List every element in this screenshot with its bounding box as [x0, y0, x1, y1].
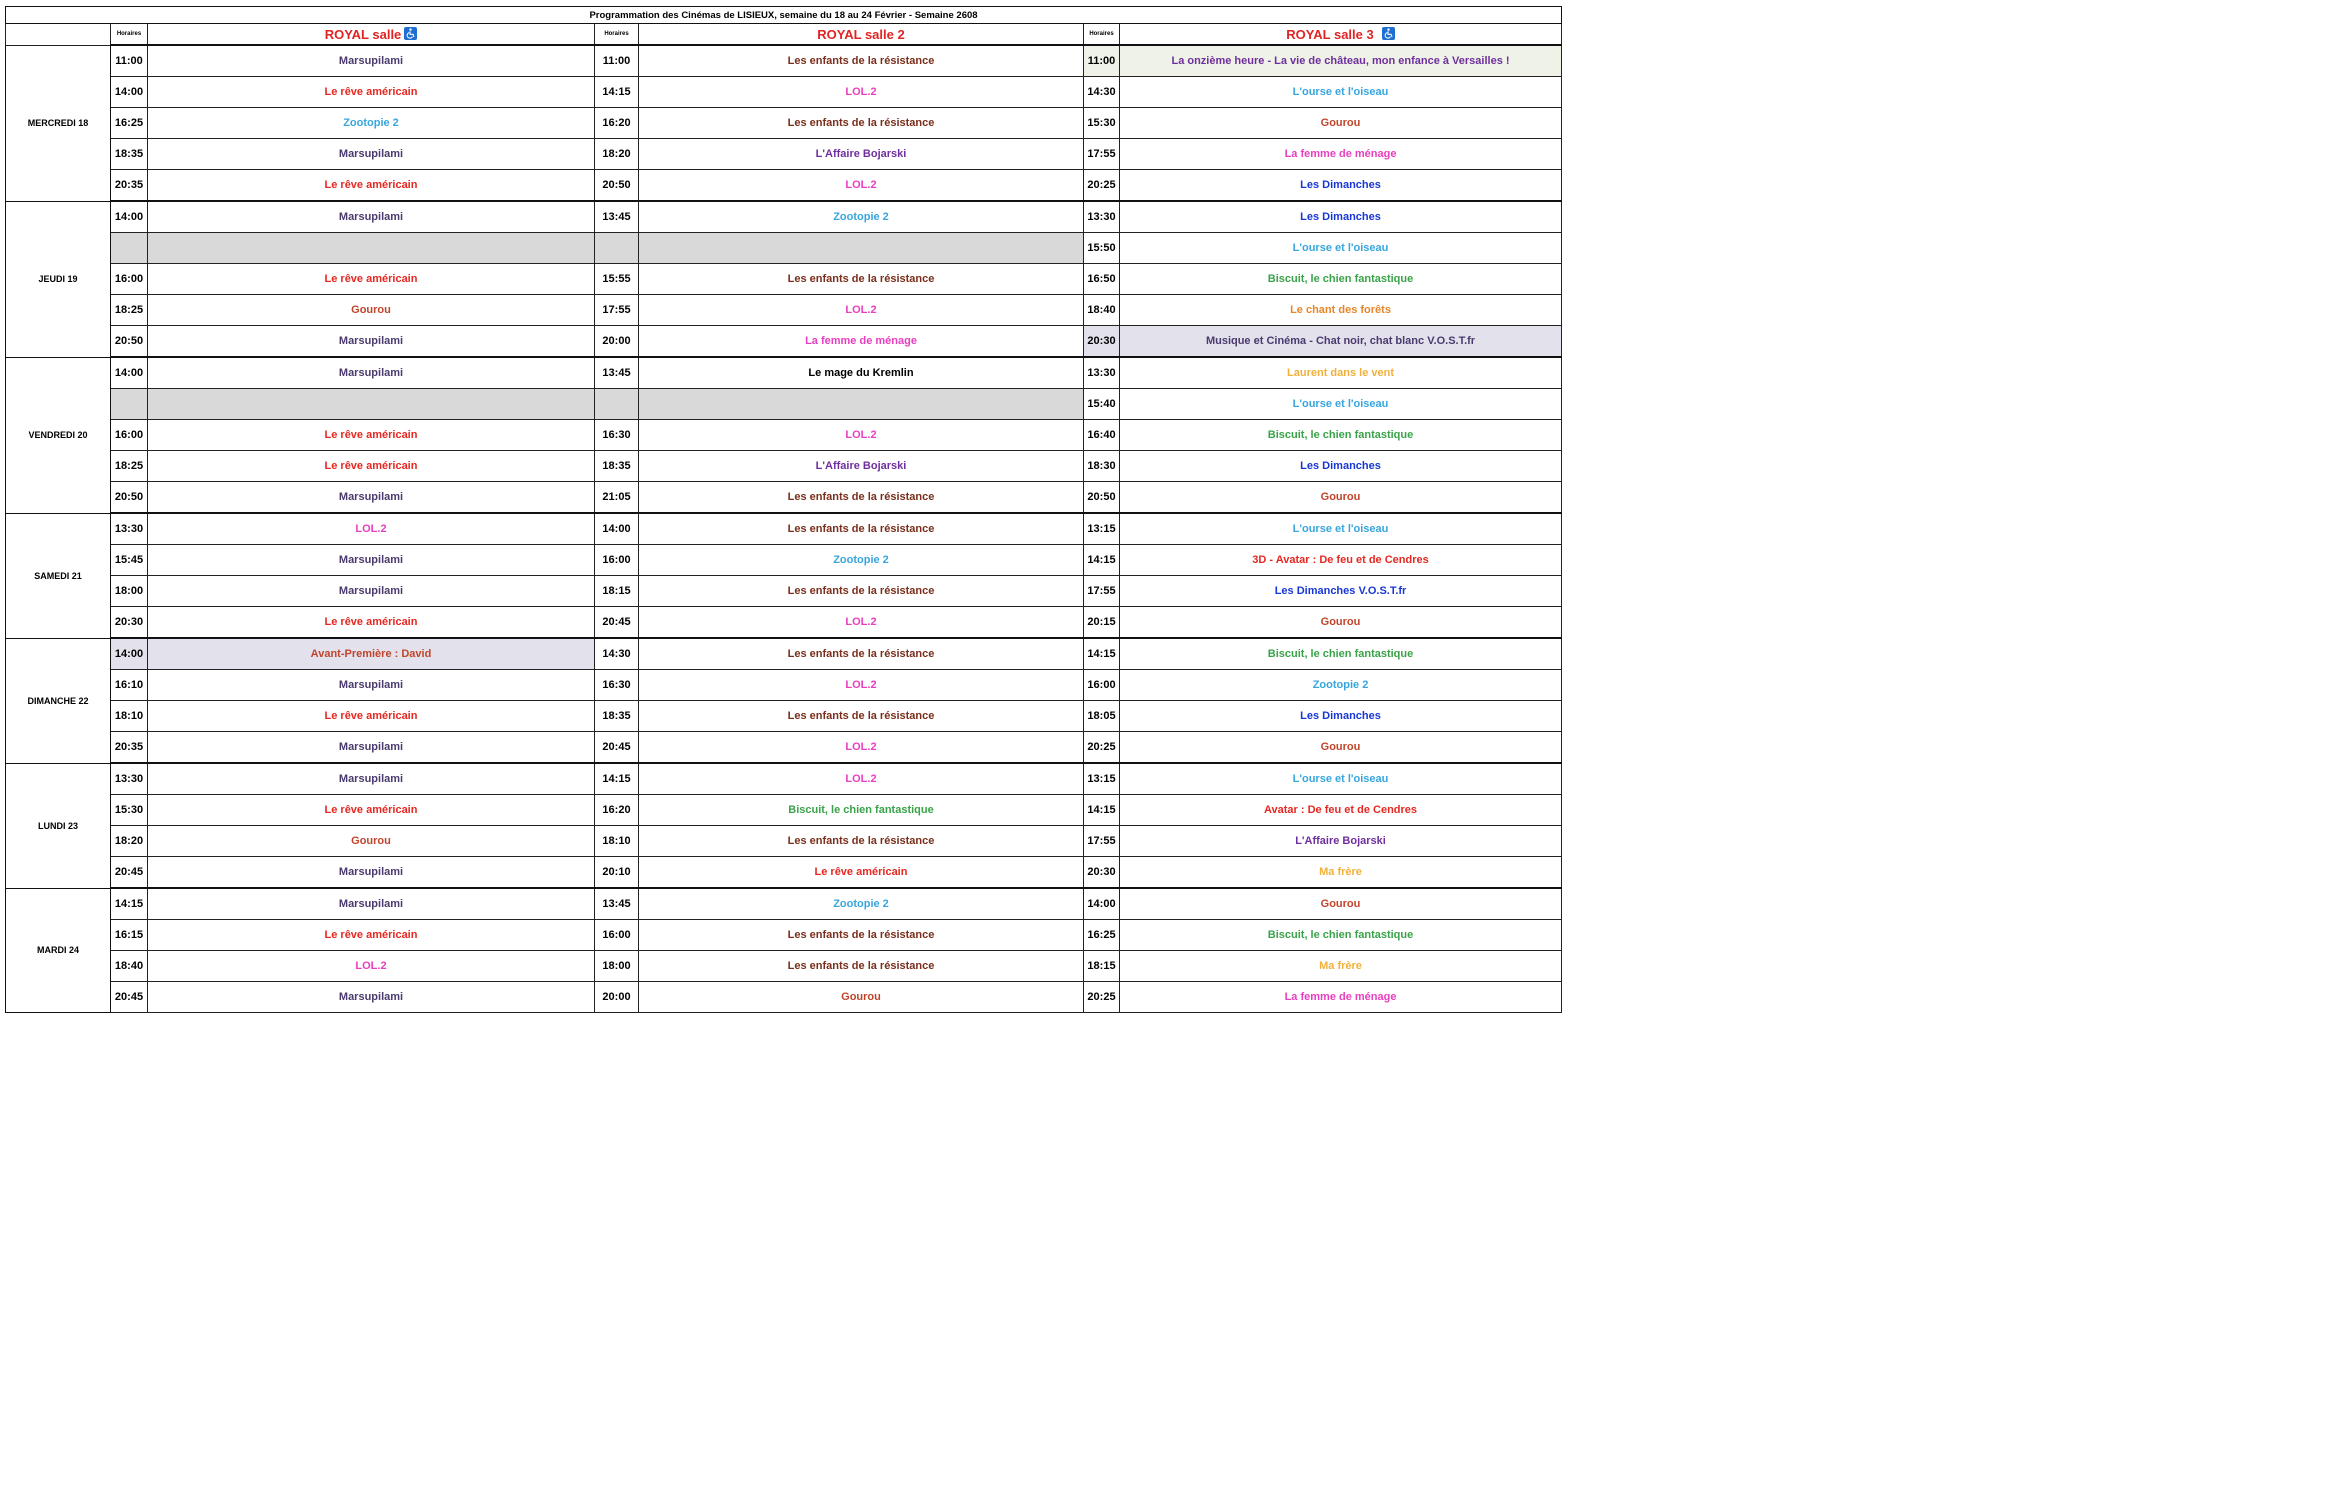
movie-title: Les enfants de la résistance: [639, 920, 1084, 951]
movie-title: Les Dimanches: [1120, 170, 1562, 202]
showtime: 20:00: [595, 982, 639, 1013]
showtime: 20:25: [1084, 982, 1120, 1013]
movie-title: [148, 389, 595, 420]
showtime: 14:30: [595, 638, 639, 670]
page-title: Programmation des Cinémas de LISIEUX, semaine du 18 au 24 Février - Semaine 2608: [6, 7, 1562, 24]
showtime: 16:40: [1084, 420, 1120, 451]
movie-title: Marsupilami: [148, 45, 595, 77]
movie-title: L'ourse et l'oiseau: [1120, 513, 1562, 545]
movie-title: Gourou: [1120, 888, 1562, 920]
showtime: 15:30: [111, 795, 148, 826]
movie-title: Zootopie 2: [639, 201, 1084, 233]
showtime: 14:15: [111, 888, 148, 920]
showtime: 13:30: [1084, 357, 1120, 389]
showtime: 20:25: [1084, 732, 1120, 764]
showtime: 20:45: [111, 982, 148, 1013]
movie-title: Les enfants de la résistance: [639, 826, 1084, 857]
movie-title: LOL.2: [639, 763, 1084, 795]
schedule-row: [6, 576, 1562, 607]
showtime: 16:25: [1084, 920, 1120, 951]
showtime: 14:15: [595, 77, 639, 108]
showtime: 20:30: [111, 607, 148, 639]
movie-title: L'ourse et l'oiseau: [1120, 233, 1562, 264]
showtime: [595, 233, 639, 264]
schedule-row: [6, 513, 1562, 545]
schedule-row: [6, 920, 1562, 951]
showtime: 13:15: [1084, 513, 1120, 545]
showtime: 18:30: [1084, 451, 1120, 482]
showtime: 15:50: [1084, 233, 1120, 264]
movie-title: LOL.2: [148, 951, 595, 982]
movie-title: Zootopie 2: [639, 545, 1084, 576]
showtime: 18:15: [1084, 951, 1120, 982]
showtime: 18:20: [111, 826, 148, 857]
showtime: 16:50: [1084, 264, 1120, 295]
movie-title: L'Affaire Bojarski: [639, 139, 1084, 170]
showtime: 13:45: [595, 357, 639, 389]
showtime: 17:55: [1084, 576, 1120, 607]
showtime: 14:00: [111, 201, 148, 233]
showtime: 14:15: [1084, 795, 1120, 826]
wheelchair-icon: [404, 27, 417, 40]
showtime: [111, 389, 148, 420]
showtime: 18:40: [1084, 295, 1120, 326]
showtime: 14:00: [111, 638, 148, 670]
room-1-header: [148, 24, 595, 46]
movie-title: Le mage du Kremlin: [639, 357, 1084, 389]
day-label: VENDREDI 20: [6, 357, 111, 513]
showtime: 14:15: [595, 763, 639, 795]
movie-title: Biscuit, le chien fantastique: [1120, 638, 1562, 670]
day-label: SAMEDI 21: [6, 513, 111, 638]
showtime: 20:50: [1084, 482, 1120, 514]
showtime: 16:00: [595, 545, 639, 576]
movie-title: Marsupilami: [148, 857, 595, 889]
movie-title: Gourou: [1120, 108, 1562, 139]
showtime: 15:55: [595, 264, 639, 295]
movie-title: Les enfants de la résistance: [639, 264, 1084, 295]
showtime: 14:00: [111, 77, 148, 108]
showtime: 17:55: [1084, 826, 1120, 857]
room-3-header: [1120, 24, 1562, 46]
movie-title: Les enfants de la résistance: [639, 482, 1084, 514]
movie-title: Marsupilami: [148, 982, 595, 1013]
schedule-row: [6, 732, 1562, 764]
showtime: 18:00: [111, 576, 148, 607]
schedule-row: [6, 201, 1562, 233]
movie-title: Le rêve américain: [148, 607, 595, 639]
showtime: 18:10: [111, 701, 148, 732]
showtime: 20:10: [595, 857, 639, 889]
movie-title: Marsupilami: [148, 576, 595, 607]
movie-title: Marsupilami: [148, 139, 595, 170]
movie-title: Marsupilami: [148, 545, 595, 576]
showtime: 20:45: [595, 732, 639, 764]
day-label: JEUDI 19: [6, 201, 111, 357]
movie-title: Avatar : De feu et de Cendres: [1120, 795, 1562, 826]
movie-title: Les Dimanches: [1120, 701, 1562, 732]
showtime: 20:00: [595, 326, 639, 358]
movie-title: Le rêve américain: [148, 77, 595, 108]
movie-title: Marsupilami: [148, 357, 595, 389]
showtime: 15:30: [1084, 108, 1120, 139]
movie-title: Marsupilami: [148, 670, 595, 701]
showtime: 16:00: [1084, 670, 1120, 701]
schedule-row: [6, 170, 1562, 202]
movie-title: Zootopie 2: [1120, 670, 1562, 701]
movie-title: La femme de ménage: [639, 326, 1084, 358]
movie-title: Gourou: [148, 295, 595, 326]
movie-title: La femme de ménage: [1120, 139, 1562, 170]
movie-title: Marsupilami: [148, 763, 595, 795]
schedule-row: [6, 139, 1562, 170]
showtime: 20:45: [111, 857, 148, 889]
movie-title: Le rêve américain: [148, 920, 595, 951]
wheelchair-icon: [1382, 27, 1395, 40]
movie-title: Le rêve américain: [148, 420, 595, 451]
movie-title: Zootopie 2: [148, 108, 595, 139]
showtime: 20:50: [111, 482, 148, 514]
movie-title: Biscuit, le chien fantastique: [1120, 420, 1562, 451]
showtime: 18:20: [595, 139, 639, 170]
showtime: 18:35: [595, 451, 639, 482]
showtime: 20:50: [595, 170, 639, 202]
showtime: 18:10: [595, 826, 639, 857]
movie-title: Le rêve américain: [639, 857, 1084, 889]
movie-title: Les enfants de la résistance: [639, 951, 1084, 982]
showtime: 21:05: [595, 482, 639, 514]
movie-title: Les enfants de la résistance: [639, 638, 1084, 670]
showtime: 15:45: [111, 545, 148, 576]
showtime: 20:50: [111, 326, 148, 358]
corner-cell: [6, 24, 111, 46]
showtime: 16:25: [111, 108, 148, 139]
showtime: [111, 233, 148, 264]
movie-title: Marsupilami: [148, 326, 595, 358]
schedule-row: [6, 982, 1562, 1013]
schedule-row: [6, 888, 1562, 920]
movie-title: L'ourse et l'oiseau: [1120, 389, 1562, 420]
showtime: 13:30: [111, 513, 148, 545]
movie-title: Marsupilami: [148, 732, 595, 764]
showtime: [595, 389, 639, 420]
horaires-header: Horaires: [1084, 24, 1120, 46]
showtime: 13:15: [1084, 763, 1120, 795]
day-label: DIMANCHE 22: [6, 638, 111, 763]
showtime: 20:30: [1084, 857, 1120, 889]
showtime: 16:10: [111, 670, 148, 701]
movie-title: La onzième heure - La vie de château, mon enfance à Versailles !: [1120, 45, 1562, 77]
showtime: 18:40: [111, 951, 148, 982]
horaires-header: Horaires: [111, 24, 148, 46]
movie-title: Ma frère: [1120, 951, 1562, 982]
movie-title: [639, 233, 1084, 264]
showtime: 14:00: [111, 357, 148, 389]
movie-title: LOL.2: [148, 513, 595, 545]
movie-title: [148, 233, 595, 264]
movie-title: L'Affaire Bojarski: [639, 451, 1084, 482]
showtime: 14:15: [1084, 638, 1120, 670]
movie-title: Les Dimanches V.O.S.T.fr: [1120, 576, 1562, 607]
movie-title: Biscuit, le chien fantastique: [1120, 264, 1562, 295]
movie-title: Gourou: [1120, 607, 1562, 639]
showtime: 11:00: [111, 45, 148, 77]
showtime: 17:55: [595, 295, 639, 326]
showtime: 16:00: [111, 420, 148, 451]
showtime: 18:00: [595, 951, 639, 982]
movie-title: LOL.2: [639, 77, 1084, 108]
schedule-row: [6, 389, 1562, 420]
showtime: 18:25: [111, 295, 148, 326]
movie-title: Le rêve américain: [148, 701, 595, 732]
schedule-row: [6, 233, 1562, 264]
movie-title: Gourou: [1120, 732, 1562, 764]
showtime: 20:45: [595, 607, 639, 639]
schedule-row: [6, 357, 1562, 389]
schedule-row: [6, 857, 1562, 889]
movie-title: LOL.2: [639, 170, 1084, 202]
movie-title: Gourou: [1120, 482, 1562, 514]
movie-title: Zootopie 2: [639, 888, 1084, 920]
schedule-row: [6, 326, 1562, 358]
day-label: MARDI 24: [6, 888, 111, 1013]
showtime: 18:15: [595, 576, 639, 607]
movie-title: Les Dimanches: [1120, 201, 1562, 233]
movie-title: Les enfants de la résistance: [639, 701, 1084, 732]
movie-title: Marsupilami: [148, 888, 595, 920]
showtime: 11:00: [595, 45, 639, 77]
movie-title: Les enfants de la résistance: [639, 45, 1084, 77]
schedule-row: [6, 763, 1562, 795]
schedule-row: [6, 545, 1562, 576]
movie-title: LOL.2: [639, 420, 1084, 451]
showtime: 17:55: [1084, 139, 1120, 170]
showtime: 18:25: [111, 451, 148, 482]
schedule-row: [6, 77, 1562, 108]
showtime: 14:15: [1084, 545, 1120, 576]
movie-title: L'ourse et l'oiseau: [1120, 77, 1562, 108]
day-label: MERCREDI 18: [6, 45, 111, 201]
movie-title: Le rêve américain: [148, 170, 595, 202]
showtime: 20:30: [1084, 326, 1120, 358]
movie-title: Ma frère: [1120, 857, 1562, 889]
showtime: 13:30: [111, 763, 148, 795]
movie-title: LOL.2: [639, 607, 1084, 639]
day-label: LUNDI 23: [6, 763, 111, 888]
movie-title: Les enfants de la résistance: [639, 576, 1084, 607]
movie-title: Le rêve américain: [148, 451, 595, 482]
showtime: 14:00: [595, 513, 639, 545]
movie-title: L'ourse et l'oiseau: [1120, 763, 1562, 795]
showtime: 18:05: [1084, 701, 1120, 732]
movie-title: Laurent dans le vent: [1120, 357, 1562, 389]
movie-title: LOL.2: [639, 295, 1084, 326]
showtime: 13:30: [1084, 201, 1120, 233]
schedule-row: [6, 295, 1562, 326]
schedule-row: [6, 482, 1562, 514]
room-2-header: ROYAL salle 2: [639, 24, 1084, 46]
movie-title: Marsupilami: [148, 201, 595, 233]
room-1-label: ROYAL salle: [324, 26, 402, 42]
showtime: 20:15: [1084, 607, 1120, 639]
showtime: 14:00: [1084, 888, 1120, 920]
movie-title: Le chant des forêts: [1120, 295, 1562, 326]
schedule-table: [5, 6, 1562, 1013]
showtime: 20:25: [1084, 170, 1120, 202]
movie-title: Gourou: [639, 982, 1084, 1013]
movie-title: La femme de ménage: [1120, 982, 1562, 1013]
schedule-row: [6, 108, 1562, 139]
movie-title: Les enfants de la résistance: [639, 513, 1084, 545]
showtime: 20:35: [111, 732, 148, 764]
movie-title: LOL.2: [639, 670, 1084, 701]
schedule-row: [6, 420, 1562, 451]
movie-title: L'Affaire Bojarski: [1120, 826, 1562, 857]
schedule-row: [6, 451, 1562, 482]
movie-title: Les enfants de la résistance: [639, 108, 1084, 139]
header-row: [6, 24, 1562, 46]
movie-title: Le rêve américain: [148, 264, 595, 295]
movie-title: Biscuit, le chien fantastique: [639, 795, 1084, 826]
showtime: 16:00: [111, 264, 148, 295]
schedule-row: [6, 951, 1562, 982]
showtime: 13:45: [595, 201, 639, 233]
movie-title: 3D - Avatar : De feu et de Cendres: [1120, 545, 1562, 576]
movie-title: Le rêve américain: [148, 795, 595, 826]
showtime: 16:30: [595, 420, 639, 451]
schedule-row: [6, 264, 1562, 295]
schedule-row: [6, 795, 1562, 826]
room-3-label: ROYAL salle 3: [1286, 26, 1374, 42]
showtime: 16:00: [595, 920, 639, 951]
showtime: 16:15: [111, 920, 148, 951]
showtime: 15:40: [1084, 389, 1120, 420]
movie-title: [639, 389, 1084, 420]
movie-title: Biscuit, le chien fantastique: [1120, 920, 1562, 951]
movie-title: Musique et Cinéma - Chat noir, chat blanc V.O.S.T.fr: [1120, 326, 1562, 358]
showtime: 13:45: [595, 888, 639, 920]
showtime: 20:35: [111, 170, 148, 202]
movie-title: Avant-Première : David: [148, 638, 595, 670]
schedule-row: [6, 701, 1562, 732]
movie-title: Gourou: [148, 826, 595, 857]
horaires-header: Horaires: [595, 24, 639, 46]
schedule-row: [6, 826, 1562, 857]
showtime: 16:30: [595, 670, 639, 701]
movie-title: Les Dimanches: [1120, 451, 1562, 482]
schedule-row: [6, 607, 1562, 639]
schedule-row: [6, 670, 1562, 701]
showtime: 14:30: [1084, 77, 1120, 108]
movie-title: Marsupilami: [148, 482, 595, 514]
showtime: 16:20: [595, 108, 639, 139]
showtime: 11:00: [1084, 45, 1120, 77]
showtime: 16:20: [595, 795, 639, 826]
schedule-row: [6, 638, 1562, 670]
showtime: 18:35: [595, 701, 639, 732]
showtime: 18:35: [111, 139, 148, 170]
movie-title: LOL.2: [639, 732, 1084, 764]
schedule-row: [6, 45, 1562, 77]
